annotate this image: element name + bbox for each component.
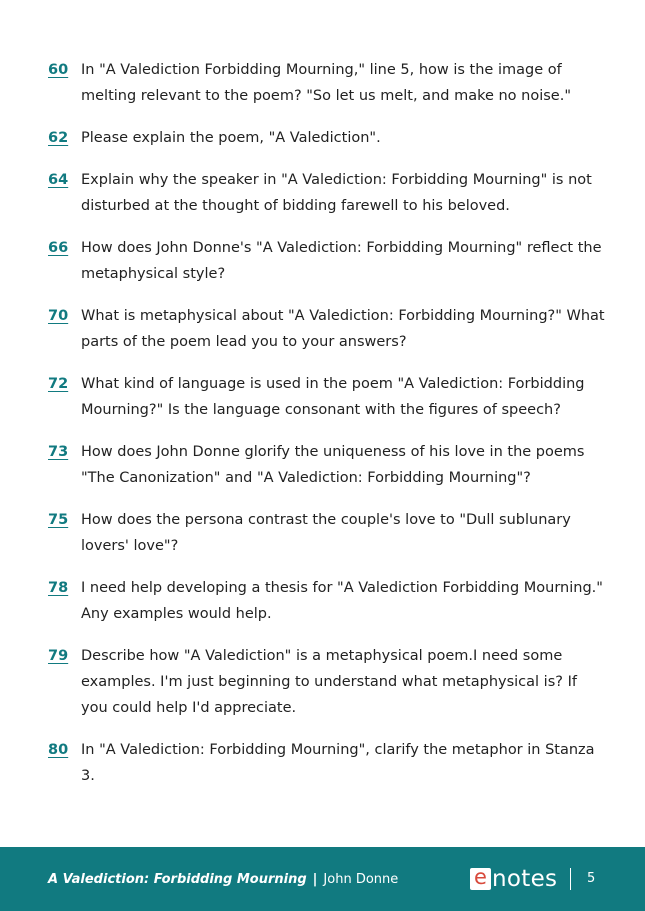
question-text: In "A Valediction Forbidding Mourning," line 5, how is the image of melting relevant to the poem? "So let us melt, and make no noise." <box>81 62 572 104</box>
question-number-link[interactable]: 72 <box>48 376 69 392</box>
question-item <box>48 439 608 491</box>
question-text: What kind of language is used in the poem "A Valediction: Forbidding Mourning?" Is the language consonant with the figures of speech? <box>81 376 585 418</box>
footer-title <box>48 847 398 911</box>
enotes-logo-text: notes <box>492 866 558 892</box>
question-text: Explain why the speaker in "A Valediction: Forbidding Mourning" is not disturbed at the thought of bidding farewell to his beloved. <box>81 172 592 214</box>
question-text: What is metaphysical about "A Valediction: Forbidding Mourning?" What parts of the poem lead you to your answers? <box>81 308 605 350</box>
page-footer <box>0 847 645 911</box>
page-number: 5 <box>587 871 596 886</box>
question-number-link[interactable]: 62 <box>48 130 69 146</box>
question-item <box>48 507 608 559</box>
question-text: Describe how "A Valediction" is a metaphysical poem.I need some examples. I'm just beginning to understand what metaphysical is? If you could help I'd appreciate. <box>81 648 577 716</box>
question-number-link[interactable]: 73 <box>48 444 69 460</box>
question-number-link[interactable]: 60 <box>48 62 69 78</box>
question-item <box>48 57 608 109</box>
question-item <box>48 303 608 355</box>
question-list <box>48 57 608 805</box>
question-number-link[interactable]: 64 <box>48 172 69 188</box>
footer-book-title: A Valediction: Forbidding Mourning <box>48 871 307 887</box>
question-text: In "A Valediction: Forbidding Mourning", clarify the metaphor in Stanza 3. <box>81 742 595 784</box>
question-text: How does the persona contrast the couple's love to "Dull sublunary lovers' love"? <box>81 512 571 554</box>
footer-separator: | <box>312 871 318 887</box>
question-number-link[interactable]: 70 <box>48 308 69 324</box>
question-item <box>48 371 608 423</box>
enotes-logo-e: e <box>470 868 491 890</box>
question-text: How does John Donne glorify the uniqueness of his love in the poems "The Canonization" and "A Valediction: Forbidding Mourning"? <box>81 444 585 486</box>
question-number-link[interactable]: 80 <box>48 742 69 758</box>
question-text: How does John Donne's "A Valediction: Forbidding Mourning" reflect the metaphysical style? <box>81 240 602 282</box>
question-text: Please explain the poem, "A Valediction". <box>81 130 381 146</box>
question-item <box>48 125 608 151</box>
footer-divider <box>570 868 571 890</box>
question-item <box>48 643 608 721</box>
enotes-logo <box>470 847 557 911</box>
question-text: I need help developing a thesis for "A Valediction Forbidding Mourning." Any examples would help. <box>81 580 603 622</box>
question-item <box>48 575 608 627</box>
question-number-link[interactable]: 78 <box>48 580 69 596</box>
question-item <box>48 235 608 287</box>
question-item <box>48 167 608 219</box>
question-item <box>48 737 608 789</box>
question-number-link[interactable]: 66 <box>48 240 69 256</box>
question-number-link[interactable]: 75 <box>48 512 69 528</box>
footer-author: John Donne <box>323 871 399 887</box>
question-number-link[interactable]: 79 <box>48 648 69 664</box>
